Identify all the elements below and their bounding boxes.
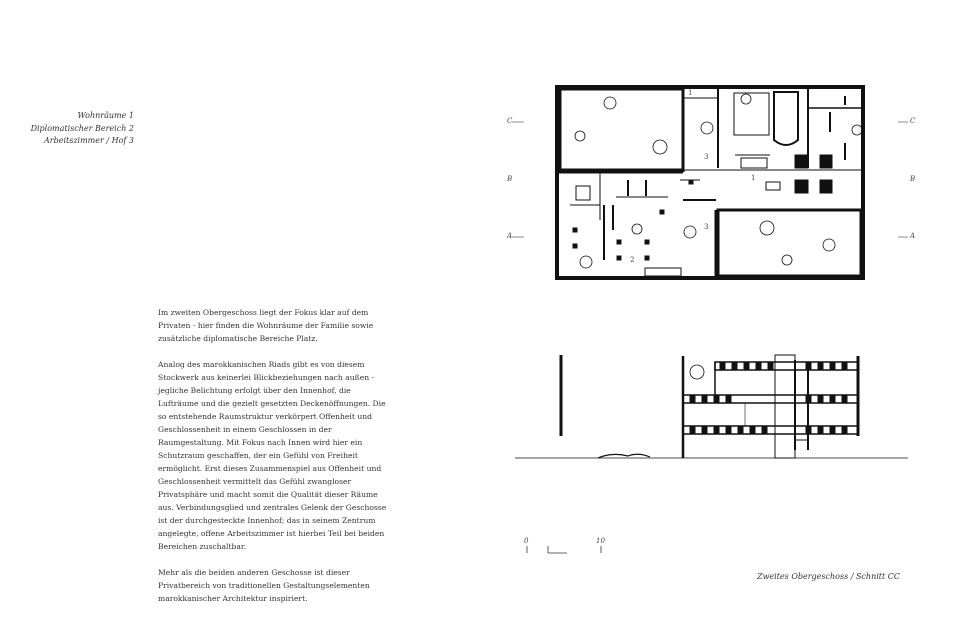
room-number-2: 2	[630, 256, 635, 264]
scale-bar-end: 10	[596, 537, 605, 545]
section-mark-a-right: A	[910, 232, 916, 240]
figure-caption: Zweites Obergeschoss / Schnitt CC	[757, 572, 900, 581]
floor-plan	[557, 87, 863, 278]
legend-line-1: Wohnräume 1	[77, 111, 134, 120]
legend-line-3: Arbeitszimmer / Hof 3	[43, 136, 134, 145]
paragraph-intro: Im zweiten Obergeschoss liegt der Fokus klar auf dem Privaten - hier finden die Wohnräume der Familie sowie zusätzliche diplomatische Bereiche Platz.	[158, 308, 374, 343]
room-number-3b: 3	[704, 223, 709, 231]
section-drawing	[515, 355, 908, 458]
section-mark-b-right: B	[910, 175, 916, 183]
section-mark-b-left: B	[507, 175, 513, 183]
section-mark-c-left: C	[507, 117, 513, 125]
scale-bar-start: 0	[524, 537, 529, 545]
paragraph-riad: Analog des marokkanischen Riads gibt es von diesem Stockwerk aus keinerlei Blickbeziehungen nach außen - jegliche Belichtung erfolgt über den Innenhof, die Lufträume und die gezielt gesetzten Deckenöffnungen. Die so entstehende Raumstruktur verkörpert Offenheit und Geschlossenheit in einem Geschlossen in der Raumgestaltung. Mit Fokus nach Innen wird hier ein Schutzraum geschaffen, der ein Gefühl von Freiheit ermöglicht. Erst dieses Zusammenspiel aus Offenheit und Geschlossenheit vermittelt das Gefühl zwangloser Privatsphäre und macht somit die Qualität dieser Räume aus. Verbindungsglied und zentrales Gelenk der Geschosse ist der durchgesteckte Innenhof; das in seinem Zentrum angelegte, offene Arbeitszimmer ist hierbei Teil bei beiden Bereichen zuschaltbar.	[158, 360, 387, 551]
section-marks-left	[506, 117, 524, 240]
scale-bar	[524, 537, 605, 553]
section-mark-a-left: A	[507, 232, 513, 240]
room-number-1a: 1	[688, 89, 693, 97]
room-number-1b: 1	[751, 174, 756, 182]
section-marks-right	[898, 117, 916, 240]
section-mark-c-right: C	[910, 117, 916, 125]
paragraph-tradition: Mehr als die beiden anderen Geschosse ist dieser Privatbereich von traditionellen Gestaltungselementen marokkanischer Architektur inspiriert.	[158, 568, 370, 603]
room-number-3a: 3	[704, 153, 709, 161]
legend-line-2: Diplomatischer Bereich 2	[30, 123, 134, 133]
